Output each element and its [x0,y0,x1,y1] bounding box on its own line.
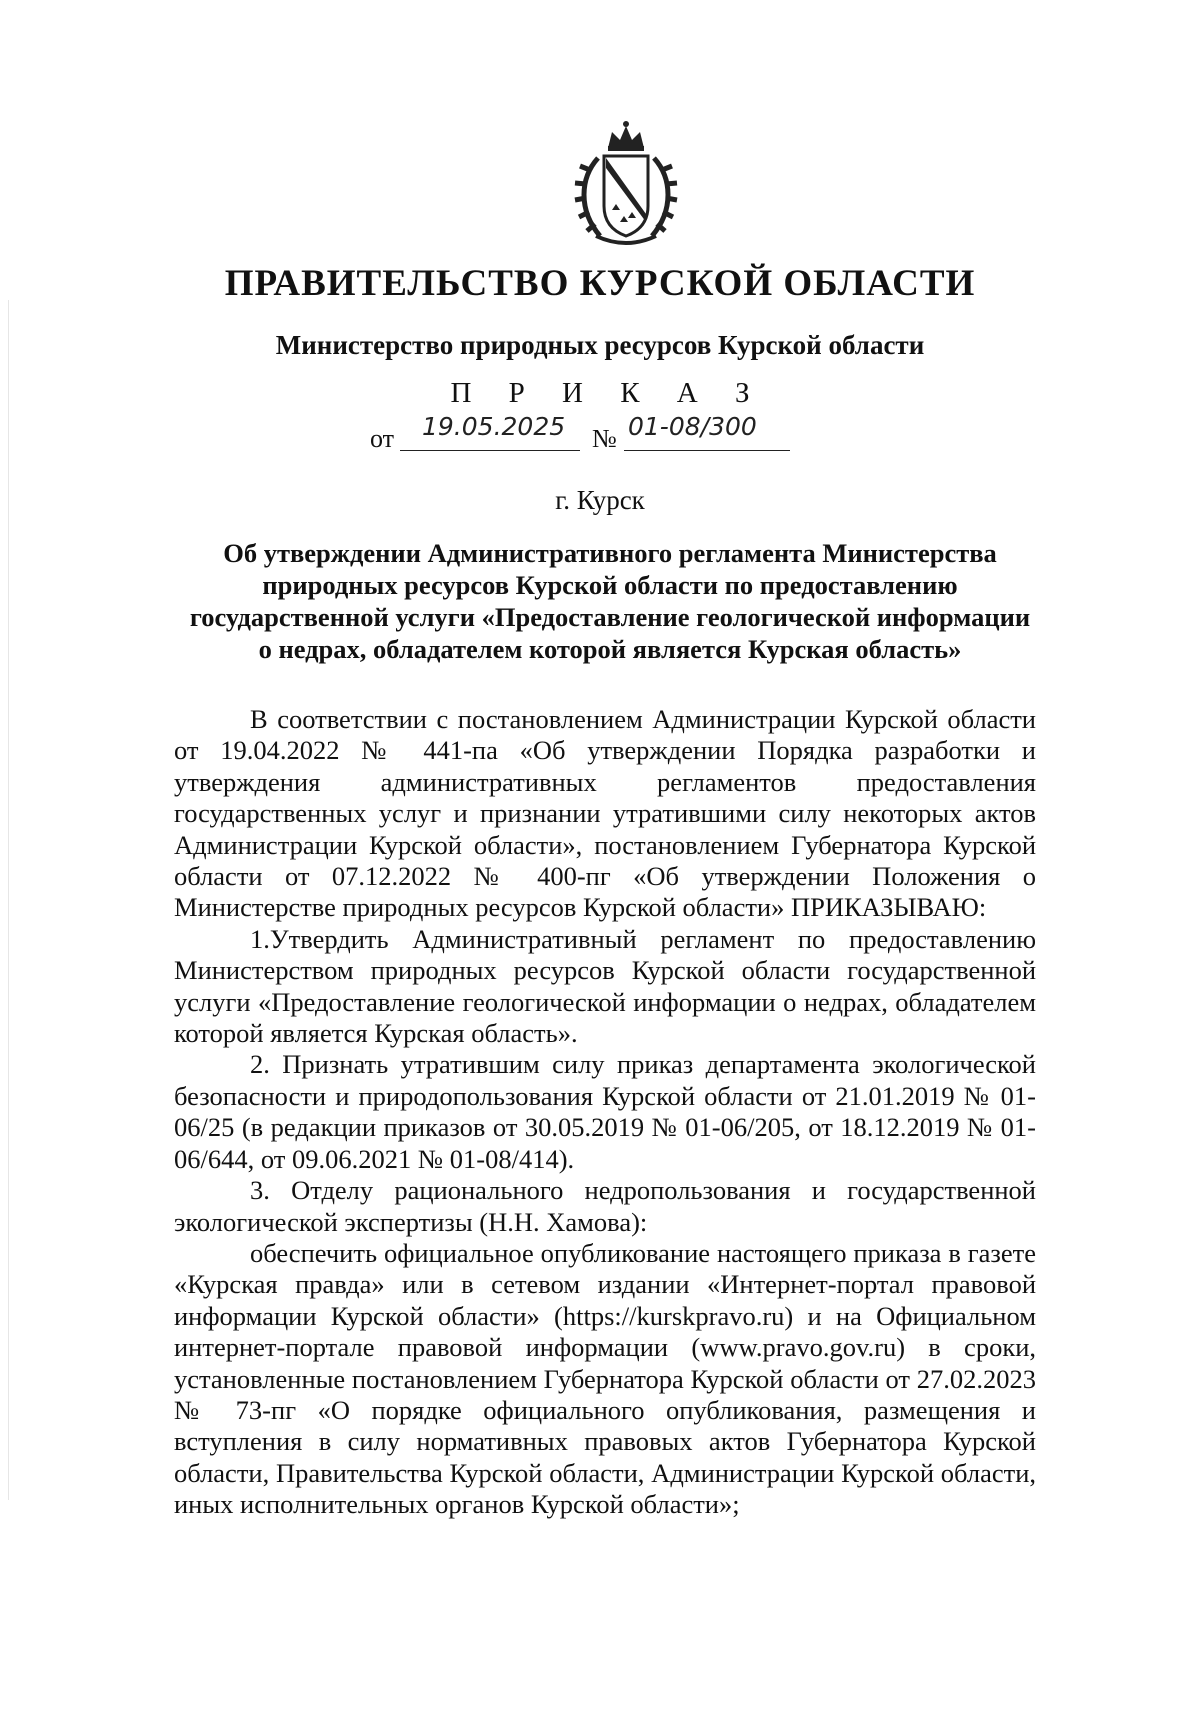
number-underline [624,450,790,451]
date-number-line [370,412,890,458]
paragraph-item-3-publish: обеспечить официальное опубликование настоящего приказа в газете «Курская правда» или в сетевом издании «Интернет-портал правовой информации Курской области» (https://kurskpravo.ru) и на Официальном интернет-портале правовой информации (www.pravo.gov.ru) в сроки, установленные постановлением Губернатора Курской области от 27.02.2023 № 73-пг «О порядке официального опубликования, размещения и вступления в силу нормативных правовых актов Губернатора Курской области, Правительства Курской области, Администрации Курской области, иных исполнительных органов Курской области»; [174,1237,1036,1520]
number-value: 01-08/300 [628,412,757,441]
government-heading: ПРАВИТЕЛЬСТВО КУРСКОЙ ОБЛАСТИ [224,263,976,304]
kursk-coat-of-arms-icon [568,118,684,250]
paragraph-item-3: 3. Отделу рационального недропользования и государственной экологической экспертизы (Н.Н. Хамова): [174,1175,1036,1237]
document-title: Об утверждении Административного регламента Министерства природных ресурсов Курской области по предоставлению государственной услуги «Предоставление геологической информации о недрах, обладателем которой является Курская область» [189,538,1031,664]
date-value: 19.05.2025 [422,412,566,441]
number-label: № [592,424,617,453]
paragraph-preamble: В соответствии с постановлением Администрации Курской области от 19.04.2022 № 441-па «Об утверждении Порядка разработки и утверждения административных регламентов предоставления государственных услуг и признании утратившими силу некоторых актов Администрации Курской области», постановлением Губернатора Курской области от 07.12.2022 № 400-пг «Об утверждении Положения о Министерстве природных ресурсов Курской области» ПРИКАЗЫВАЮ: [174,704,1036,923]
document-body [174,704,1036,1521]
date-label: от [370,424,395,453]
paragraph-item-2: 2. Признать утратившим силу приказ департамента экологической безопасности и природопользования Курской области от 21.01.2019 № 01-06/25 (в редакции приказов от 30.05.2019 № 01-06/205, от 18.12.2019 № 01-06/644, от 09.06.2021 № 01-08/414). [174,1049,1036,1174]
ministry-heading: Министерство природных ресурсов Курской области [275,330,925,360]
date-underline [400,450,580,451]
city-line: г. Курск [555,485,645,515]
document-type: П Р И К А З [450,377,765,409]
scan-edge-line [8,300,9,1500]
paragraph-item-1: 1.Утвердить Административный регламент по предоставлению Министерством природных ресурсов Курской области государственной услуги «Предоставление геологической информации о недрах, обладателем которой является Курская область». [174,923,1036,1049]
